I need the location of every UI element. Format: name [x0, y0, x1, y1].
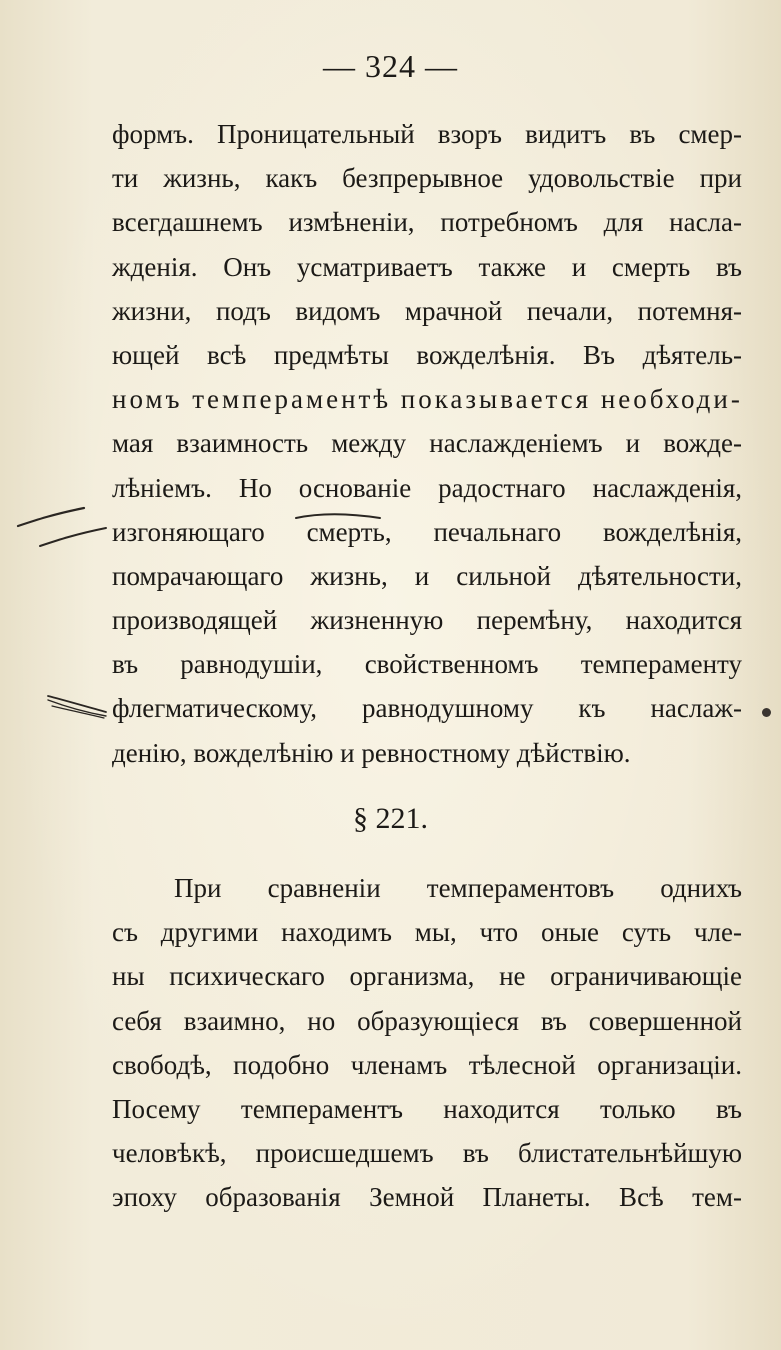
- text-line: изгоняющаго смерть, печальнаго вожделѣнія,: [112, 516, 742, 547]
- text-line: жденія. Онъ усматриваетъ также и смерть въ: [112, 251, 742, 282]
- pencil-underline-mark: [294, 508, 384, 528]
- text-line: производящей жизненную перемѣну, находится: [112, 605, 742, 636]
- text-line: мая взаимность между наслажденіемъ и вожде-: [112, 428, 742, 459]
- text-line: флегматическому, равнодушному къ наслаж-: [112, 693, 742, 724]
- text-line: номъ темпераментѣ показывается необходи-: [112, 384, 743, 415]
- margin-pencil-mark-2: [44, 686, 114, 726]
- paragraph-2: [112, 866, 742, 1220]
- text-line: свободѣ, подобно членамъ тѣлесной организаціи.: [112, 1049, 742, 1080]
- text-line: лѣніемъ. Но основаніе радостнаго наслажденія,: [112, 472, 742, 503]
- text-line: ющей всѣ предмѣты вожделѣнія. Въ дѣятель-: [112, 339, 742, 370]
- text-line: помрачающаго жизнь, и сильной дѣятельности,: [112, 560, 742, 591]
- text-line: жизни, подъ видомъ мрачной печали, потемня-: [112, 295, 742, 326]
- text-line: При сравненіи темпераментовъ однихъ: [174, 873, 742, 903]
- ink-spot: [762, 708, 771, 717]
- text-line: всегдашнемъ измѣненіи, потребномъ для насла-: [112, 207, 742, 238]
- text-line: въ равнодушіи, свойственномъ темпераменту: [112, 649, 742, 680]
- paragraph-1: [112, 112, 742, 775]
- text-line: денію, вожделѣнію и ревностному дѣйствію.: [112, 737, 631, 768]
- text-line: ти жизнь, какъ безпрерывное удовольствіе при: [112, 163, 742, 194]
- text-line: себя взаимно, но образующіеся въ совершенной: [112, 1005, 742, 1036]
- page-number: — 324 —: [323, 48, 458, 84]
- margin-pencil-mark-1: [14, 500, 114, 560]
- text-line: ны психическаго организма, не ограничивающіе: [112, 961, 742, 992]
- text-line: формъ. Проницательный взоръ видитъ въ смер-: [112, 119, 742, 149]
- text-line: Посему темпераментъ находится только въ: [112, 1093, 742, 1124]
- text-line: человѣкѣ, происшедшемъ въ блистательнѣйшую: [112, 1138, 742, 1169]
- text-line: съ другими находимъ мы, что оные суть чле-: [112, 917, 742, 948]
- text-line: эпоху образованія Земной Планеты. Всѣ тем-: [112, 1182, 742, 1213]
- section-heading: § 221.: [353, 802, 428, 835]
